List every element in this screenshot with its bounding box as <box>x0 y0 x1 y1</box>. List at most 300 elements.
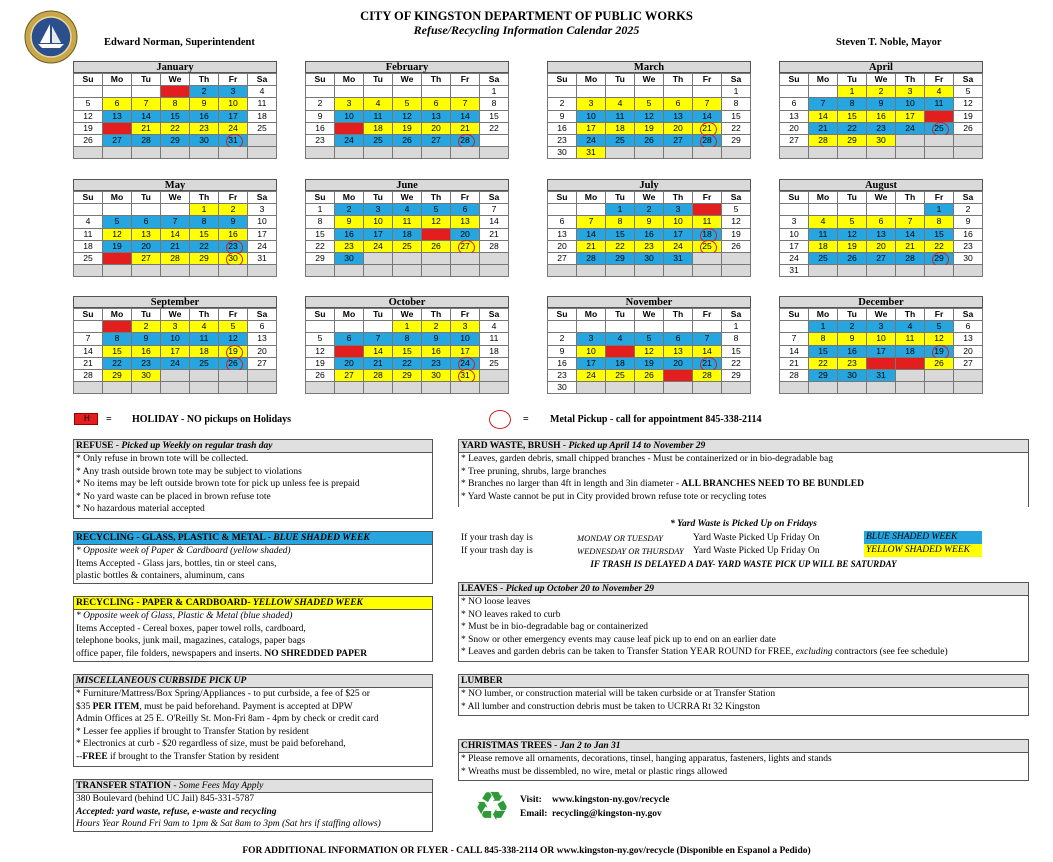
lumber-line: * NO lumber, or construction material will be taken curbside or at Transfer Station <box>461 689 776 699</box>
day-cell: 1 <box>722 86 751 98</box>
transfer-address: 380 Boulevard (behind UC Jail) 845-331-5787 <box>76 794 255 804</box>
day-cell: 6 <box>132 216 161 228</box>
day-cell: 5 <box>925 321 954 333</box>
day-cell: 16 <box>635 229 664 241</box>
day-cell: 6 <box>335 333 364 345</box>
day-cell <box>335 86 364 98</box>
day-cell: 16 <box>867 111 896 123</box>
day-cell: 25 <box>693 241 722 253</box>
day-header: Th <box>190 309 219 321</box>
day-header: Mo <box>335 192 364 204</box>
day-cell: 5 <box>722 204 751 216</box>
day-cell: 20 <box>867 241 896 253</box>
refuse-title: REFUSE - Picked up Weekly on regular trash day <box>74 440 432 453</box>
day-cell <box>722 382 751 394</box>
day-cell: 8 <box>925 216 954 228</box>
day-header: Fr <box>693 74 722 86</box>
day-header: Mo <box>335 74 364 86</box>
day-cell: 9 <box>219 216 248 228</box>
day-cell: 2 <box>306 98 335 110</box>
day-cell: 7 <box>693 333 722 345</box>
christmas-title: CHRISTMAS TREES - Jan 2 to Jan 31 <box>459 740 1028 753</box>
day-cell: 13 <box>132 229 161 241</box>
day-cell: 16 <box>335 229 364 241</box>
day-cell: 18 <box>480 346 509 358</box>
day-cell <box>306 321 335 333</box>
day-cell: 12 <box>635 346 664 358</box>
day-cell: 9 <box>867 98 896 110</box>
lumber-title: LUMBER <box>459 675 1028 688</box>
day-cell <box>451 253 480 265</box>
day-header: We <box>161 74 190 86</box>
day-cell: 4 <box>74 216 103 228</box>
day-cell <box>809 382 838 394</box>
day-cell <box>867 265 896 277</box>
christmas-line: * Please remove all ornaments, decorations, tinsel, hanging apparatus, fasteners, lights and stands <box>461 754 832 764</box>
day-cell: 1 <box>480 86 509 98</box>
day-cell <box>954 147 983 159</box>
day-cell: 15 <box>925 229 954 241</box>
day-header: Fr <box>451 309 480 321</box>
day-header: Su <box>306 74 335 86</box>
day-cell <box>161 147 190 159</box>
day-cell: 9 <box>838 333 867 345</box>
day-cell <box>132 86 161 98</box>
day-cell: 22 <box>809 358 838 370</box>
yard-line: * Branches no larger than 4ft in length and 3in diameter - ALL BRANCHES NEED TO BE BUNDLED <box>461 479 864 490</box>
day-cell: 12 <box>393 111 422 123</box>
refuse-section <box>73 439 433 519</box>
day-header: Tu <box>606 192 635 204</box>
day-cell: 3 <box>867 321 896 333</box>
day-header: Fr <box>925 309 954 321</box>
day-cell <box>103 382 132 394</box>
day-cell: 1 <box>722 321 751 333</box>
day-cell: 25 <box>809 253 838 265</box>
day-cell: 11 <box>74 229 103 241</box>
day-cell <box>925 382 954 394</box>
day-cell: 25 <box>74 253 103 265</box>
day-cell <box>664 265 693 277</box>
day-cell: 15 <box>190 229 219 241</box>
day-cell: 14 <box>161 229 190 241</box>
day-cell <box>480 265 509 277</box>
day-cell: 9 <box>954 216 983 228</box>
day-cell: 9 <box>548 111 577 123</box>
day-cell: 17 <box>219 111 248 123</box>
day-cell: 31 <box>577 147 606 159</box>
day-header: Fr <box>451 192 480 204</box>
day-header: We <box>867 309 896 321</box>
day-cell: 20 <box>664 123 693 135</box>
day-cell: 1 <box>393 321 422 333</box>
day-header: Mo <box>103 309 132 321</box>
day-cell <box>451 382 480 394</box>
day-cell: 10 <box>451 333 480 345</box>
day-cell: 8 <box>809 333 838 345</box>
day-cell: 22 <box>190 241 219 253</box>
day-cell <box>248 135 277 147</box>
day-cell: 6 <box>780 98 809 110</box>
email-link[interactable]: recycling@kingston-ny.gov <box>552 809 662 819</box>
holiday-legend-swatch <box>74 413 98 425</box>
day-cell: 15 <box>838 111 867 123</box>
day-cell <box>248 147 277 159</box>
day-cell <box>809 265 838 277</box>
day-cell <box>219 147 248 159</box>
day-cell: 28 <box>132 135 161 147</box>
month-name: July <box>547 179 751 191</box>
day-cell: 27 <box>451 241 480 253</box>
day-cell: 29 <box>925 253 954 265</box>
day-cell: 6 <box>248 321 277 333</box>
day-cell: 16 <box>548 358 577 370</box>
day-cell: 9 <box>132 333 161 345</box>
day-cell: 10 <box>248 216 277 228</box>
visit-url-link[interactable]: www.kingston-ny.gov/recycle <box>552 795 670 805</box>
day-header: Fr <box>925 74 954 86</box>
day-cell: 14 <box>809 111 838 123</box>
day-cell: 15 <box>480 111 509 123</box>
day-cell: 4 <box>364 98 393 110</box>
day-cell: 25 <box>606 370 635 382</box>
day-cell <box>693 265 722 277</box>
day-cell <box>451 265 480 277</box>
day-cell: 5 <box>306 333 335 345</box>
day-cell: 3 <box>161 321 190 333</box>
yard-row2-label: If your trash day is <box>461 546 533 556</box>
day-header: Tu <box>364 309 393 321</box>
day-cell <box>393 382 422 394</box>
month-august <box>779 179 983 277</box>
day-cell <box>103 265 132 277</box>
day-header: We <box>635 74 664 86</box>
day-cell: 11 <box>809 229 838 241</box>
day-cell: 8 <box>606 216 635 228</box>
day-header: Su <box>780 309 809 321</box>
holiday-cell: H <box>896 358 925 370</box>
day-cell: 8 <box>190 216 219 228</box>
day-cell: 14 <box>896 229 925 241</box>
day-cell: 13 <box>248 333 277 345</box>
day-cell: 21 <box>480 229 509 241</box>
day-header: Su <box>780 74 809 86</box>
day-cell: 23 <box>954 241 983 253</box>
day-cell: 11 <box>606 111 635 123</box>
day-cell <box>954 370 983 382</box>
day-cell: 6 <box>451 204 480 216</box>
yard-row2-days: WEDNESDAY OR THURSDAY <box>577 546 684 556</box>
day-cell: 15 <box>606 229 635 241</box>
day-cell: 10 <box>161 333 190 345</box>
day-cell: 29 <box>838 135 867 147</box>
yard-waste-section <box>458 439 1029 507</box>
day-cell <box>838 382 867 394</box>
day-header: Mo <box>577 74 606 86</box>
day-cell <box>635 321 664 333</box>
misc-line: * Lesser fee applies if brought to Transfer Station by resident <box>76 726 309 737</box>
day-header: Fr <box>693 192 722 204</box>
lumber-line: * All lumber and construction debris must be taken to UCRRA Rt 32 Kingston <box>461 701 760 712</box>
day-header: Fr <box>693 309 722 321</box>
day-cell: 9 <box>635 216 664 228</box>
day-header: We <box>161 192 190 204</box>
day-cell: 23 <box>838 358 867 370</box>
day-cell <box>451 86 480 98</box>
day-cell <box>393 265 422 277</box>
holiday-legend-text: HOLIDAY - NO pickups on Holidays <box>132 414 292 425</box>
day-cell <box>74 147 103 159</box>
day-cell: 10 <box>780 229 809 241</box>
day-cell: 25 <box>364 135 393 147</box>
day-header: Sa <box>954 309 983 321</box>
day-cell: 27 <box>780 135 809 147</box>
day-cell <box>422 265 451 277</box>
day-cell: 14 <box>364 346 393 358</box>
day-cell: 28 <box>577 253 606 265</box>
day-cell: 4 <box>809 216 838 228</box>
day-header: Fr <box>219 309 248 321</box>
day-cell <box>896 204 925 216</box>
day-cell: 30 <box>548 147 577 159</box>
day-cell <box>896 135 925 147</box>
day-cell: 28 <box>74 370 103 382</box>
day-cell: 29 <box>606 253 635 265</box>
day-cell: 5 <box>838 216 867 228</box>
day-cell: 18 <box>693 229 722 241</box>
day-cell: 18 <box>74 241 103 253</box>
day-cell: 5 <box>74 98 103 110</box>
day-cell <box>364 147 393 159</box>
day-cell: 18 <box>190 346 219 358</box>
day-cell <box>606 321 635 333</box>
day-cell <box>664 86 693 98</box>
day-cell <box>393 86 422 98</box>
day-cell: 20 <box>248 346 277 358</box>
day-cell: 21 <box>693 123 722 135</box>
day-cell: 22 <box>103 358 132 370</box>
day-cell: 27 <box>132 253 161 265</box>
day-cell: 5 <box>103 216 132 228</box>
day-cell <box>780 147 809 159</box>
day-cell: 30 <box>867 135 896 147</box>
yard-title: YARD WASTE, BRUSH - Picked up April 14 to November 29 <box>459 440 1028 453</box>
day-cell: 14 <box>577 229 606 241</box>
day-cell: 12 <box>74 111 103 123</box>
day-cell <box>451 147 480 159</box>
day-cell: 5 <box>422 204 451 216</box>
month-september <box>73 296 277 394</box>
day-cell <box>393 253 422 265</box>
day-header: We <box>635 309 664 321</box>
day-cell: 31 <box>219 135 248 147</box>
day-cell <box>219 265 248 277</box>
day-cell: 4 <box>190 321 219 333</box>
day-header: Sa <box>480 309 509 321</box>
day-cell: 18 <box>606 358 635 370</box>
month-december <box>779 296 983 394</box>
day-cell <box>925 265 954 277</box>
day-cell <box>577 204 606 216</box>
day-cell: 28 <box>809 135 838 147</box>
day-cell: 7 <box>693 98 722 110</box>
day-cell: 15 <box>161 111 190 123</box>
leaves-line: * Snow or other emergency events may cause leaf pick up to end on an earlier date <box>461 634 776 645</box>
day-header: Su <box>74 309 103 321</box>
day-cell: 24 <box>577 370 606 382</box>
day-cell <box>103 204 132 216</box>
day-header: Su <box>74 74 103 86</box>
day-cell: 11 <box>248 98 277 110</box>
day-cell: 29 <box>306 253 335 265</box>
day-header: Tu <box>132 192 161 204</box>
day-cell <box>364 321 393 333</box>
day-cell <box>364 265 393 277</box>
day-cell: 17 <box>364 229 393 241</box>
day-cell: 21 <box>896 241 925 253</box>
holiday-cell: H <box>335 346 364 358</box>
day-cell <box>809 86 838 98</box>
recycling-glass-title: RECYCLING - GLASS, PLASTIC & METAL - BLUE SHADED WEEK <box>74 532 432 545</box>
misc-line: * Furniture/Mattress/Box Spring/Appliances - to put curbside, a fee of $25 or <box>76 689 370 699</box>
day-cell: 27 <box>248 358 277 370</box>
day-header: Tu <box>838 74 867 86</box>
day-cell: 4 <box>896 321 925 333</box>
day-cell <box>480 382 509 394</box>
day-cell: 13 <box>103 111 132 123</box>
leaves-section <box>458 582 1029 662</box>
day-cell <box>103 86 132 98</box>
day-cell: 23 <box>190 123 219 135</box>
yard-row2-pick: Yard Waste Picked Up Friday On <box>693 546 820 556</box>
day-cell: 25 <box>606 135 635 147</box>
transfer-accepted: Accepted: yard waste, refuse, e-waste and recycling <box>76 806 277 817</box>
day-cell <box>693 382 722 394</box>
day-cell <box>190 265 219 277</box>
day-cell: 19 <box>838 241 867 253</box>
misc-pickup-section <box>73 674 433 767</box>
day-cell: 31 <box>780 265 809 277</box>
day-cell: 19 <box>722 229 751 241</box>
day-cell: 31 <box>451 370 480 382</box>
day-header: Fr <box>451 74 480 86</box>
day-cell: 7 <box>161 216 190 228</box>
day-cell <box>664 321 693 333</box>
day-cell: 12 <box>722 216 751 228</box>
day-cell: 23 <box>548 370 577 382</box>
day-cell: 20 <box>422 123 451 135</box>
transfer-station-section <box>73 779 433 832</box>
day-cell: 2 <box>190 86 219 98</box>
day-cell: 20 <box>132 241 161 253</box>
day-header: Mo <box>335 309 364 321</box>
day-cell <box>161 370 190 382</box>
day-cell: 14 <box>693 111 722 123</box>
yard-delay-note: IF TRASH IS DELAYED A DAY- YARD WASTE PICK UP WILL BE SATURDAY <box>590 559 897 569</box>
day-cell: 16 <box>838 346 867 358</box>
day-cell: 5 <box>635 98 664 110</box>
day-cell: 26 <box>635 370 664 382</box>
day-cell: 14 <box>132 111 161 123</box>
day-cell: 13 <box>422 111 451 123</box>
mayor: Steven T. Noble, Mayor <box>836 37 942 48</box>
day-cell: 16 <box>422 346 451 358</box>
day-cell <box>335 265 364 277</box>
day-cell: 6 <box>664 333 693 345</box>
day-cell: 19 <box>393 123 422 135</box>
day-cell: 13 <box>451 216 480 228</box>
day-cell: 10 <box>219 98 248 110</box>
day-cell: 6 <box>548 216 577 228</box>
day-cell: 21 <box>577 241 606 253</box>
visit-label: Visit: <box>520 795 542 805</box>
day-cell <box>161 382 190 394</box>
day-cell: 12 <box>219 333 248 345</box>
day-cell: 26 <box>722 241 751 253</box>
day-header: Mo <box>809 74 838 86</box>
day-cell <box>635 265 664 277</box>
month-october <box>305 296 509 394</box>
day-header: Su <box>548 74 577 86</box>
day-header: Tu <box>606 309 635 321</box>
day-cell <box>248 370 277 382</box>
day-cell: 9 <box>335 216 364 228</box>
day-cell: 6 <box>103 98 132 110</box>
day-cell: 8 <box>722 98 751 110</box>
day-cell: 27 <box>548 253 577 265</box>
day-cell: 19 <box>103 241 132 253</box>
month-name: December <box>779 296 983 308</box>
day-cell <box>606 382 635 394</box>
day-cell <box>306 382 335 394</box>
holiday-cell: H <box>606 346 635 358</box>
day-header: We <box>867 192 896 204</box>
day-header: Sa <box>248 192 277 204</box>
day-cell <box>780 86 809 98</box>
day-cell <box>364 253 393 265</box>
day-cell: 14 <box>480 216 509 228</box>
day-header: Th <box>896 309 925 321</box>
day-cell: 5 <box>393 98 422 110</box>
day-cell: 4 <box>248 86 277 98</box>
recycling-paper-line: office paper, file folders, newspapers and inserts. NO SHREDDED PAPER <box>76 648 368 659</box>
day-cell: 29 <box>103 370 132 382</box>
metal-pickup-circle-icon <box>489 410 511 429</box>
day-header: Su <box>74 192 103 204</box>
day-cell: 24 <box>896 123 925 135</box>
day-cell: 3 <box>219 86 248 98</box>
day-cell: 17 <box>664 229 693 241</box>
day-cell: 22 <box>925 241 954 253</box>
recycling-glass-line: plastic bottles & containers, aluminum, cans <box>76 571 245 582</box>
day-cell: 27 <box>664 135 693 147</box>
day-header: Th <box>896 74 925 86</box>
day-cell: 8 <box>722 333 751 345</box>
day-cell <box>548 265 577 277</box>
day-cell: 12 <box>925 333 954 345</box>
day-cell: 2 <box>219 204 248 216</box>
day-cell: 26 <box>635 135 664 147</box>
day-cell <box>693 253 722 265</box>
day-cell: 16 <box>548 123 577 135</box>
day-cell: 21 <box>132 123 161 135</box>
day-cell: 26 <box>422 241 451 253</box>
day-cell: 13 <box>664 346 693 358</box>
day-cell <box>722 147 751 159</box>
day-cell: 19 <box>954 111 983 123</box>
day-cell: 29 <box>722 135 751 147</box>
day-cell <box>722 265 751 277</box>
